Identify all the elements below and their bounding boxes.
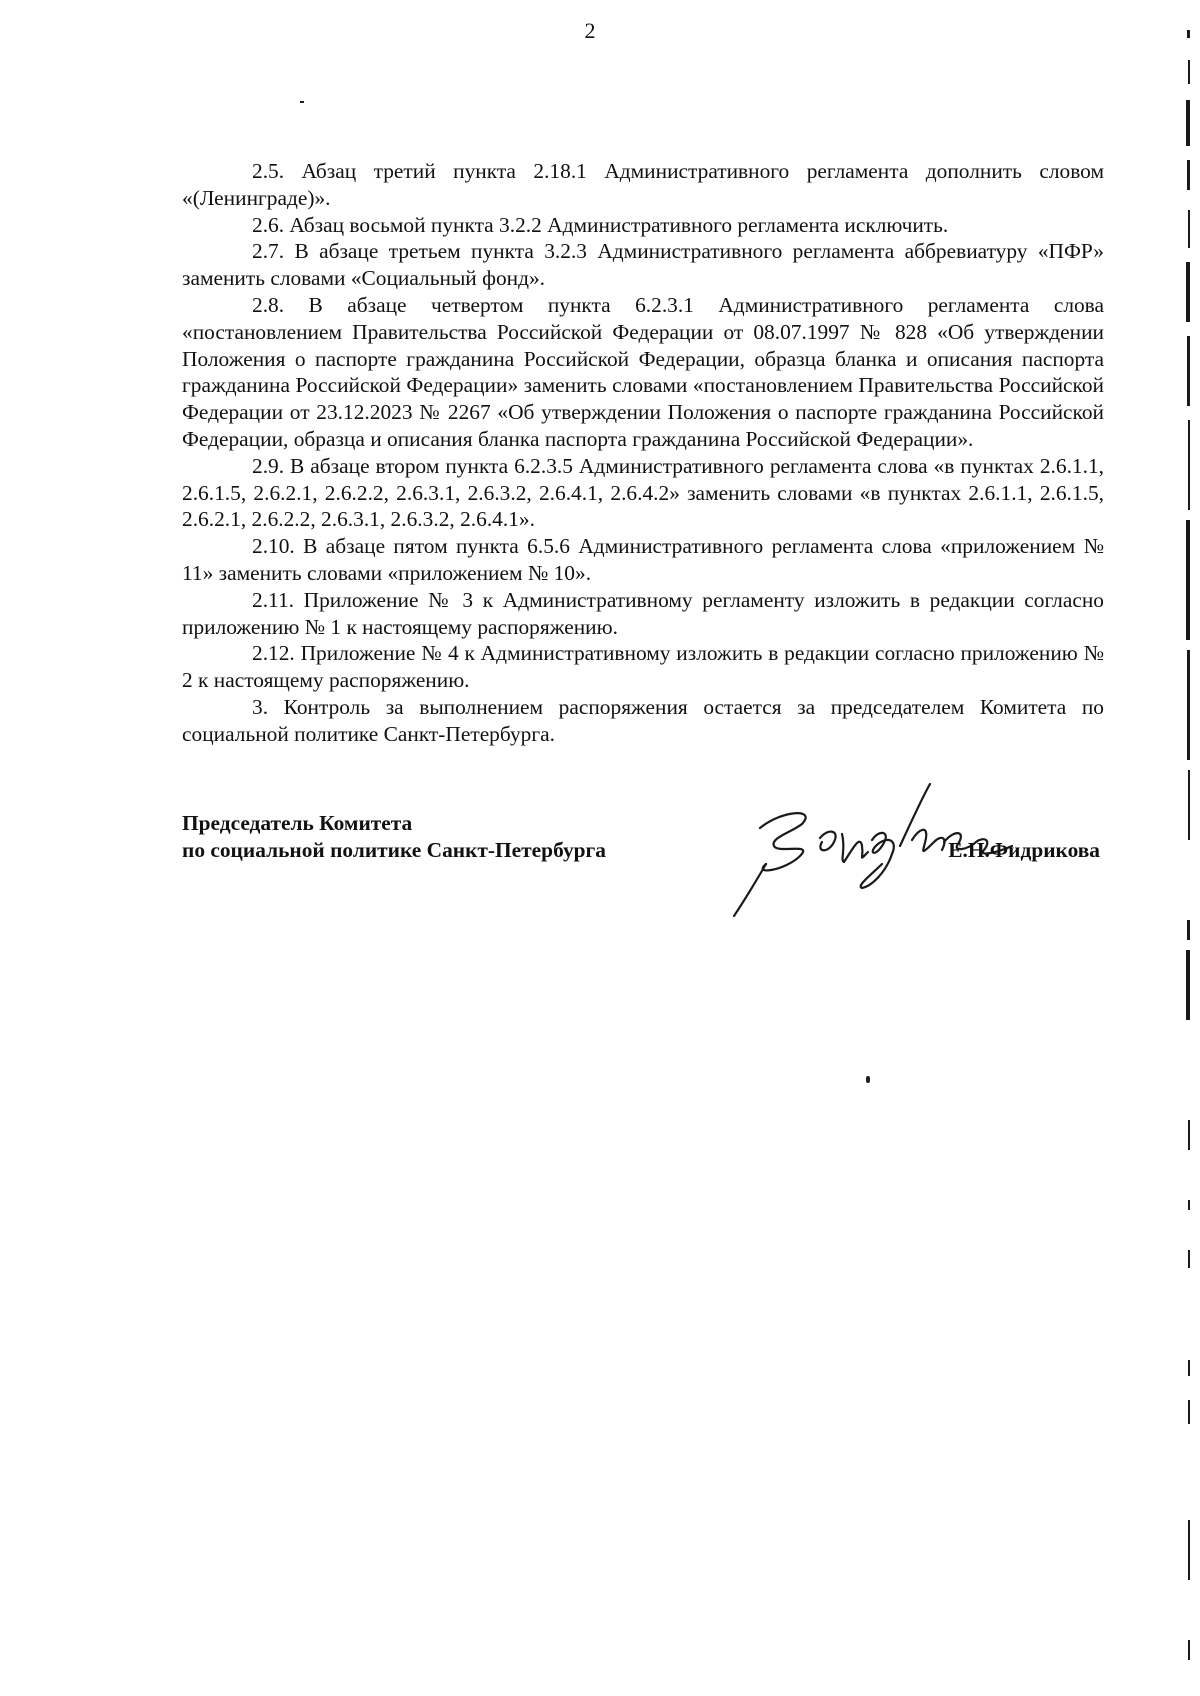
paragraph-2-7: 2.7. В абзаце третьем пункта 3.2.3 Административного регламента аббревиатуру «ПФР» заменить словами «Социальный фонд».	[182, 239, 1104, 291]
paragraph-2-11: 2.11. Приложение № 3 к Административному регламенту изложить в редакции согласно приложению № 1 к настоящему распоряжению.	[182, 587, 1104, 639]
paragraph-2-12: 2.12. Приложение № 4 к Административному изложить в редакции согласно приложению № 2 к настоящему распоряжению.	[182, 641, 1104, 693]
page-number: 2	[584, 18, 596, 43]
signatory-name: Е.Н.Фидрикова	[948, 838, 1100, 862]
signatory-position	[182, 810, 606, 864]
paragraph-3: 3. Контроль за выполнением распоряжения остается за председателем Комитета по социальной политике Санкт-Петербурга.	[182, 694, 1104, 746]
document-body	[182, 158, 1104, 748]
paragraph-2-5: 2.5. Абзац третий пункта 2.18.1 Административного регламента дополнить словом «(Ленинграде)».	[182, 159, 1104, 210]
signature-block	[182, 810, 1104, 910]
scan-speck	[300, 101, 304, 103]
scan-speck	[866, 1076, 870, 1083]
paragraph-2-8: 2.8. В абзаце четвертом пункта 6.2.3.1 Административного регламента слова «постановлением Правительства Российской Федерации от 08.07.1997 № 828 «Об утверждении Положения о паспорте гражданина Российской Федерации, образца бланка и описания паспорта гражданина Российской Федерации» заменить словами «постановлением Правительства Российской Федерации от 23.12.2023 № 2267 «Об утверждении Положения о паспорте гражданина Российской Федерации, образца и описания бланка паспорта гражданина Российской Федерации».	[182, 292, 1104, 451]
signatory-position-line1: Председатель Комитета	[182, 811, 413, 835]
paragraph-2-6: 2.6. Абзац восьмой пункта 3.2.2 Административного регламента исключить.	[252, 212, 949, 237]
paragraph-2-9: 2.9. В абзаце втором пункта 6.2.3.5 Административного регламента слова «в пунктах 2.6.1.1, 2.6.1.5, 2.6.2.1, 2.6.2.2, 2.6.3.1, 2.6.3.2, 2.6.4.1, 2.6.4.2» заменить словами «в пунктах 2.6.1.1, 2.6.1.5, 2.6.2.1, 2.6.2.2, 2.6.3.1, 2.6.3.2, 2.6.4.1».	[182, 453, 1104, 532]
paragraph-2-10: 2.10. В абзаце пятом пункта 6.5.6 Административного регламента слова «приложением № 11» заменить словами «приложением № 10».	[182, 534, 1104, 585]
signatory-position-line2: по социальной политике Санкт-Петербурга	[182, 838, 606, 862]
scan-edge-artifact	[1170, 0, 1200, 1696]
